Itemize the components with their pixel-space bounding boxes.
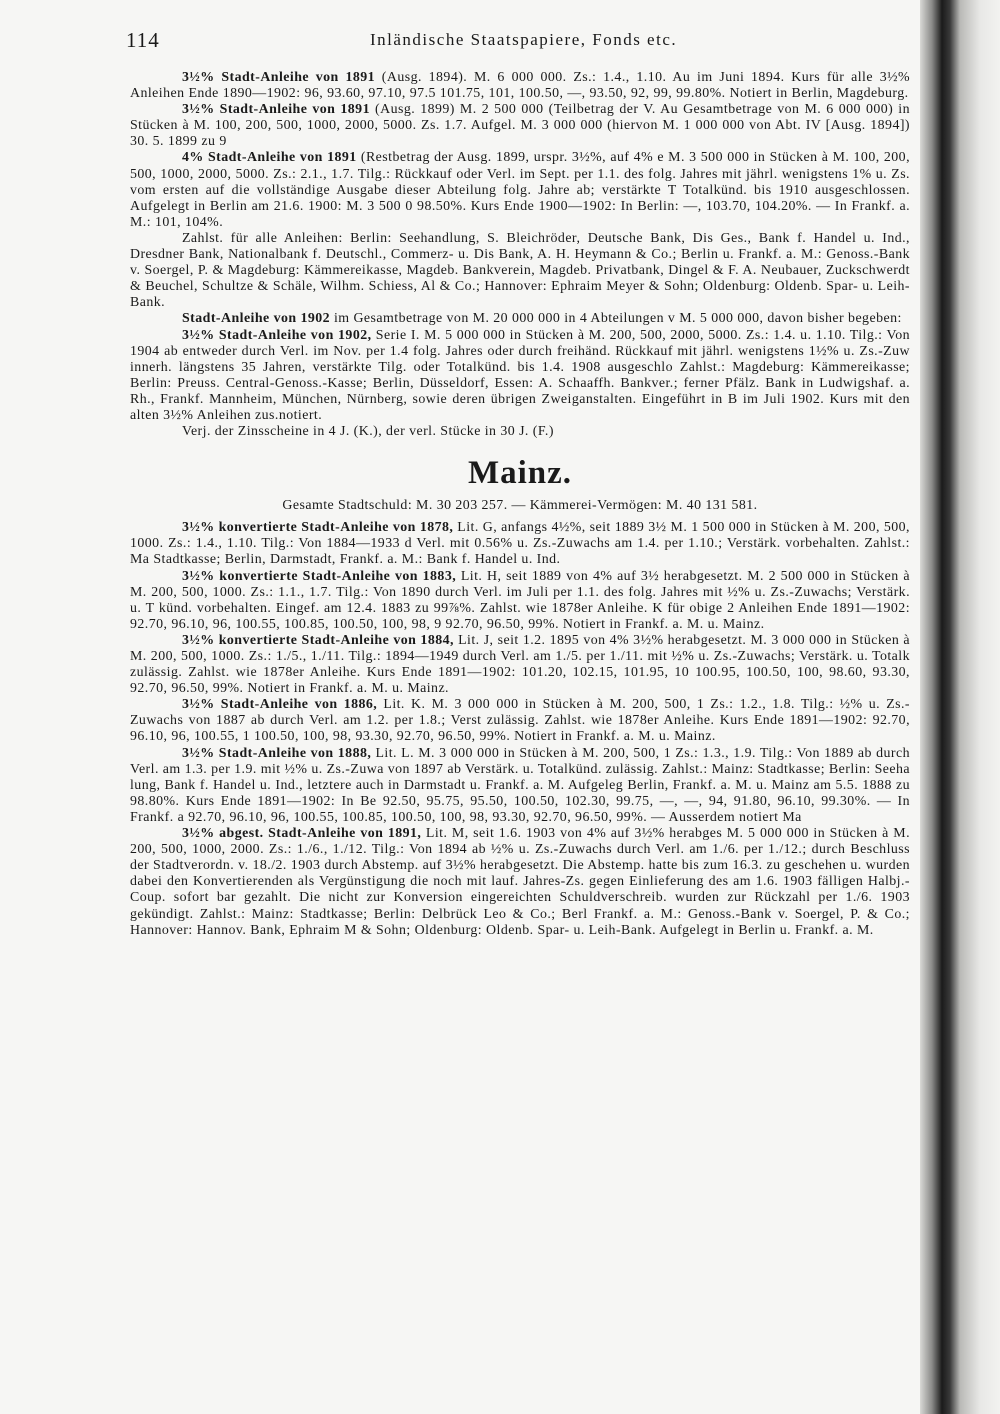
paragraph-heading: 3½% Stadt-Anleihe von 1891 — [182, 102, 370, 118]
paragraph-text: Lit. M, seit 1.6. 1903 von 4% auf 3½% herabges M. 5 000 000 in Stücken à M. 200, 500, 1000, 2000. Zs.: 1./6., 1./12. Tilg.: Von 1894 ab ½% u. Zs.-Zuwachs durch Verl. am 1./6. per 1./12.; durch Beschluss der Stadtverordn. v. 18./2. 1903 durch Abstemp. auf 3½% herabgesetzt. Die Abstemp. hatte bis zum 16.3. zu geschehen u. wurden dabei den Konvertierenden als Vergünstigung die noch mit lauf. Jahres-Zs. gegen Einlieferung des am 1.6. 1903 fälligen Halbj.-Coup. sofort bar gezahlt. Die nicht zur Konversion eingereichten Schuldverschreib. wurden zur Rückzahl per 1./6. 1903 gekündigt. Zahlst.: Mainz: Stadtkasse; Berlin: Delbrück Leo & Co.; Berl Frankf. a. M.: Genoss.-Bank v. Soergel, P. & Co.; Hannover: Hannov. Bank, Ephraim M & Sohn; Oldenburg: Oldenb. Spar- u. Leih-Bank. Aufgelegt in Berlin u. Frankf. a. M. — [130, 826, 910, 938]
paragraph — [130, 746, 910, 826]
paragraph-text: Lit. J, seit 1.2. 1895 von 4% 3½% herabgesetzt. M. 3 000 000 in Stücken à M. 200, 500, 1000. Zs.: 1./5., 1./11. Tilg.: 1894—1949 durch Verl. am 1./5. per 1./11. mit ½% u. Zs.-Zuwachs; Verstärk. u. Totalk zulässig. Zahlst. wie 1878er Anleihe. Kurs Ende 1891—1902: 101.20, 102.15, 101.95, 10 100.95, 100.50, 100, 98.60, 93.30, 92.70, 96.50, 99%. Notiert in Frankf. a. M. u. Mainz. — [130, 632, 910, 697]
paragraph-text: Zahlst. für alle Anleihen: Berlin: Seehandlung, S. Bleichröder, Deutsche Bank, Dis Ges., Bank f. Handel u. Ind., Dresdner Bank, Nationalbank f. Deutschl., Commerz- u. Dis Bank, A. H. Heymann & Co.; Berlin u. Frankf. a. M.: Genoss.-Bank v. Soergel, P. & Magdeburg: Kämmereikasse, Magdeb. Bankverein, Magdeb. Privatbank, Dingel & F. A. Neubauer, Zuckschwerdt & Beuchel, Schultze & Schäle, Wilhm. Schiess, Al & Co.; Hannover: Ephraim Meyer & Sohn; Oldenburg: Oldenb. Spar- u. Leih-Bank. — [130, 230, 910, 311]
book-spine-edge — [920, 0, 1000, 1414]
paragraph-heading: 3½% konvertierte Stadt-Anleihe von 1884, — [182, 632, 454, 648]
page-number: 114 — [126, 28, 160, 52]
paragraph-heading: 3½% Stadt-Anleihe von 1891 — [182, 70, 376, 85]
paragraph — [130, 70, 910, 102]
paragraph-heading: 3½% Stadt-Anleihe von 1888, — [182, 745, 372, 761]
running-head: Inländische Staatspapiere, Fonds etc. — [370, 30, 678, 49]
city-summary: Gesamte Stadtschuld: M. 30 203 257. — Kämmerei-Vermögen: M. 40 131 581. — [282, 498, 758, 514]
paragraph-heading: 3½% abgest. Stadt-Anleihe von 1891, — [182, 826, 422, 842]
paragraph-text: Serie I. M. 5 000 000 in Stücken à M. 200, 500, 2000, 5000. Zs.: 1.4. u. 1.10. Tilg.: Von 1904 ab entweder durch Verl. im Nov. per 1.4 folg. Jahres oder durch freihänd. Rückkauf mit jährl. wenigstens 1½% u. Zs.-Zuw innerh. längstens 35 Jahren, verstärkte Tilg. oder Totalkünd. bis 1.4. 1908 ausgeschlo Zahlst.: Magdeburg: Kämmereikasse; Berlin: Preuss. Central-Genoss.-Kasse; Berlin, Düsseldorf, Essen: A. Schaaffh. Bankver.; ferner Pfälz. Bank in Ludwigshaf. a. Rh., Frankf. Mannheim, München, Nürnberg, sowie deren übrigen Zweiganstalten. Eingeführt in B im Juli 1902. Kurs mit den alten 3½% Anleihen zus.notiert. — [130, 327, 910, 423]
paragraph-text: (Ausg. 1899) M. 2 500 000 (Teilbetrag der V. Au Gesamtbetrage von M. 6 000 000) in Stücken à M. 100, 200, 500, 1000, 2000, 5000. Zs. 1.7. Aufgel. M. 3 000 000 (hiervon M. 1 000 000 von Abt. IV [Ausg. 1894]) 30. 5. 1899 zu 9 — [130, 102, 910, 150]
paragraph-text: Lit. G, anfangs 4½%, seit 1889 3½ M. 1 500 000 in Stücken à M. 200, 500, 1000. Zs.: 1.4., 1.10. Tilg.: Von 1884—1933 d Verl. mit 0.56% u. Zs.-Zuwachs am 1.4. per 1.10.; Verstärk. vorbehalten. Zahlst.: Ma Stadtkasse; Berlin, Darmstadt, Frankf. a. M.: Bank f. Handel u. Ind. — [130, 520, 910, 568]
paragraph-heading: 3½% konvertierte Stadt-Anleihe von 1883, — [182, 568, 457, 584]
paragraph-text: Lit. H, seit 1889 von 4% auf 3½ herabgesetzt. M. 2 500 000 in Stücken à M. 200, 500, 1000. Zs.: 1.1., 1.7. Tilg.: Von 1890 durch Verl. im Juli per 1.1. des folg. Jahres mit ½% u. Zs.-Zuwachs; Verstärk. u. T künd. vorbehalten. Eingef. am 12.4. 1883 zu 99⅞%. Zahlst. wie 1878er Anleihe. K für obige 2 Anleihen Ende 1891—1902: 92.70, 96.10, 96, 100.55, 100.85, 100.50, 100, 98, 9 92.70, 96.50, 99%. Notiert in Frankf. a. M. u. Mainz. — [130, 568, 910, 632]
paragraph-text: im Gesamtbetrage von M. 20 000 000 in 4 Abteilungen v M. 5 000 000, davon bisher begeben: — [330, 311, 902, 327]
paragraph-text: (Ausg. 1894). M. 6 000 000. Zs.: 1.4., 1.10. Au im Juni 1894. Kurs für alle 3½% Anleihen Ende 1890—1902: 96, 93.60, 97.10, 97.5 101.75, 101, 100.50, —, 93.50, 92, 99, 99.80%. Notiert in Berlin, Magdeburg. — [130, 70, 910, 102]
paragraph-heading: 3½% Stadt-Anleihe von 1902, — [182, 327, 372, 343]
paragraph-text: Lit. L. M. 3 000 000 in Stücken à M. 200, 500, 1 Zs.: 1.3., 1.9. Tilg.: Von 1889 ab durch Verl. am 1.3. per 1.9. mit ½% u. Zs.-Zuwa von 1897 ab Verstärk. u. Totalkünd. zulässig. Zahlst.: Mainz: Stadtkasse; Berlin: Seeha lung, Bank f. Handel u. Ind., letztere auch in Darmstadt u. Frankf. a. M. Aufgeleg Berlin, Frankf. a. M. u. Mainz am 5.5. 1888 zu 98.80%. Kurs Ende 1891—1902: In Be 92.50, 95.75, 95.50, 100.50, 102.30, 99.75, —, —, 94, 91.80, 96.10, 99.30%. — In Frankf. a 92.70, 96.10, 96, 100.55, 100.85, 100.50, 100, 98, 93.30, 92.70, 96.50, 99%. — Ausserdem notiert Ma — [130, 745, 910, 825]
page-body — [130, 70, 910, 939]
city-title: Mainz. — [467, 455, 573, 492]
paragraph — [130, 424, 910, 440]
paragraph-heading: 4% Stadt-Anleihe von 1891 — [182, 150, 357, 166]
paragraph — [130, 520, 910, 568]
paragraph-heading: Stadt-Anleihe von 1902 — [182, 311, 331, 327]
page-header — [126, 28, 906, 52]
paragraph-text: Verj. der Zinsscheine in 4 J. (K.), der verl. Stücke in 30 J. (F.) — [182, 424, 554, 440]
paragraph — [130, 826, 910, 939]
paragraph — [130, 311, 910, 327]
paragraph-heading: 3½% konvertierte Stadt-Anleihe von 1878, — [182, 520, 454, 536]
paragraph — [130, 231, 910, 311]
paragraph — [130, 150, 910, 230]
paragraph-heading: 3½% Stadt-Anleihe von 1886, — [182, 697, 378, 713]
paragraph — [130, 633, 910, 697]
paragraph-text: (Restbetrag der Ausg. 1899, urspr. 3½%, auf 4% e M. 3 500 000 in Stücken à M. 100, 200, 500, 1000, 2000, 5000. Zs.: 2.1., 1.7. Tilg.: Rückkauf oder Verl. im Sept. per 1.1. des folg. Jahres mit jährl. wenigstens 1% u. Zs. vom ersten auf die vollständige Ausgabe dieser Abteilung folg. Jahre ab; verstärkte T Totalkünd. bis 1910 ausgeschlossen. Aufgelegt in Berlin am 21.6. 1900: M. 3 500 0 98.50%. Kurs Ende 1900—1902: In Berlin: —, 103.70, 104.20%. — In Frankf. a. M.: 101, 104%. — [130, 150, 910, 230]
paragraph-text: Lit. K. M. 3 000 000 in Stücken à M. 200, 500, 1 Zs.: 1.2., 1.8. Tilg.: ½% u. Zs.-Zuwachs von 1887 ab durch Verl. am 1.2. per 1.8.; Verst zulässig. Zahlst. wie 1878er Anleihe. Kurs Ende 1891—1902: 92.70, 96.10, 96, 100.55, 1 100.50, 100, 98, 93.30, 92.70, 96.50, 99%. Notiert in Frankf. a. M. u. Mainz. — [130, 697, 910, 745]
paragraph — [130, 328, 910, 425]
paragraph — [130, 569, 910, 633]
paragraph — [130, 102, 910, 150]
paragraph — [130, 697, 910, 745]
